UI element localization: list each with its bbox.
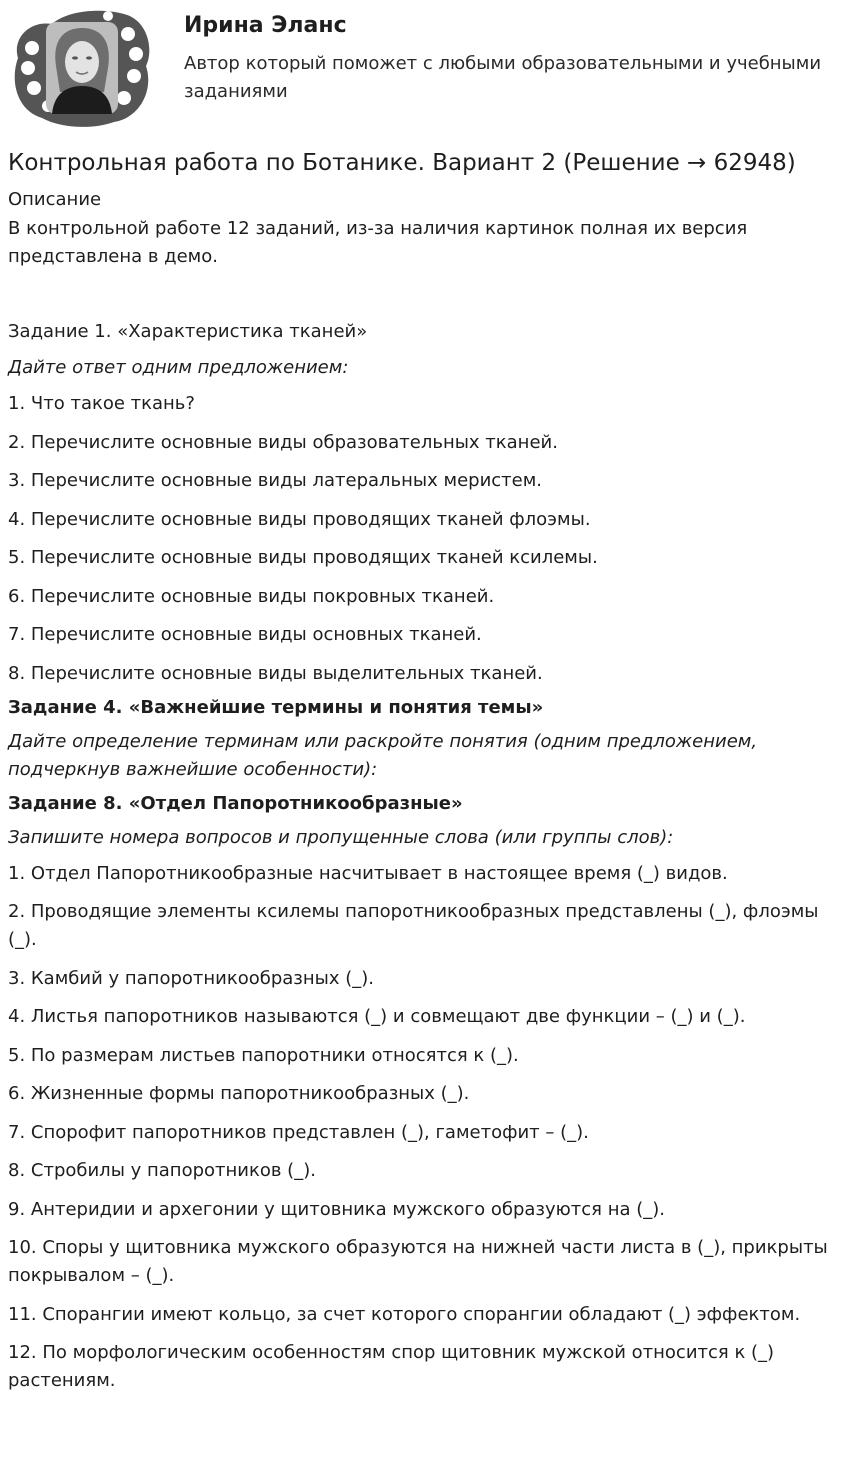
task8-instruction: Запишите номера вопросов и пропущенные слова (или группы слов): <box>8 826 674 848</box>
task1-item: 5. Перечислите основные виды проводящих тканей ксилемы. <box>8 547 598 568</box>
task8-item: 9. Антеридии и архегонии у щитовника мужского образуются на (_). <box>8 1198 665 1220</box>
task1-item: 1. Что такое ткань? <box>8 393 195 414</box>
task1-item: 7. Перечислите основные виды основных тканей. <box>8 624 482 645</box>
task8-item: 12. По морфологическим особенностям спор щитовник мужской относится к (_) растениям. <box>8 1342 775 1391</box>
task4-heading: Задание 4. «Важнейшие термины и понятия темы» <box>8 696 544 718</box>
description-label: Описание <box>8 189 102 210</box>
task8-item: 10. Споры у щитовника мужского образуются на нижней части листа в (_), прикрыты покрывалом – (_). <box>8 1237 828 1286</box>
description-text: В контрольной работе 12 заданий, из-за наличия картинок полная их версия представлена в демо. <box>8 218 748 267</box>
task8-item: 1. Отдел Папоротникообразные насчитывает в настоящее время (_) видов. <box>8 862 728 884</box>
task8-item: 11. Спорангии имеют кольцо, за счет которого спорангии обладают (_) эффектом. <box>8 1303 801 1325</box>
task8-item: 8. Стробилы у папоротников (_). <box>8 1160 316 1181</box>
author-name[interactable]: Ирина Эланс <box>184 13 347 38</box>
author-description: Автор который поможет с любыми образовательными и учебными заданиями <box>184 53 822 102</box>
task8-item: 7. Спорофит папоротников представлен (_), гаметофит – (_). <box>8 1121 589 1143</box>
task1-item: 4. Перечислите основные виды проводящих тканей флоэмы. <box>8 508 591 530</box>
task8-item: 6. Жизненные формы папоротникообразных (_). <box>8 1083 470 1104</box>
task8-item: 3. Камбий у папоротникообразных (_). <box>8 967 374 989</box>
task8-item: 2. Проводящие элементы ксилемы папоротникообразных представлены (_), флоэмы (_). <box>8 901 819 950</box>
task1-item: 3. Перечислите основные виды латеральных меристем. <box>8 470 543 491</box>
task1-heading: Задание 1. «Характеристика тканей» <box>8 321 368 342</box>
author-block <box>0 0 847 130</box>
task8-heading: Задание 8. «Отдел Папоротникообразные» <box>8 792 463 814</box>
task1-instruction: Дайте ответ одним предложением: <box>8 357 349 378</box>
task1-item: 6. Перечислите основные виды покровных тканей. <box>8 585 495 607</box>
task8-item: 5. По размерам листьев папоротники относятся к (_). <box>8 1044 519 1066</box>
document-body <box>8 318 838 1406</box>
task1-item: 2. Перечислите основные виды образовательных тканей. <box>8 431 558 453</box>
task4-instruction: Дайте определение терминам или раскройте понятия (одним предложением, подчеркнув важнейшие особенности): <box>8 730 758 780</box>
page-title: Контрольная работа по Ботанике. Вариант 2 (Решение → 62948) <box>8 150 796 176</box>
task8-item: 4. Листья папоротников называются (_) и совмещают две функции – (_) и (_). <box>8 1006 746 1027</box>
task1-item: 8. Перечислите основные виды выделительных тканей. <box>8 662 543 684</box>
author-avatar[interactable] <box>8 6 152 128</box>
